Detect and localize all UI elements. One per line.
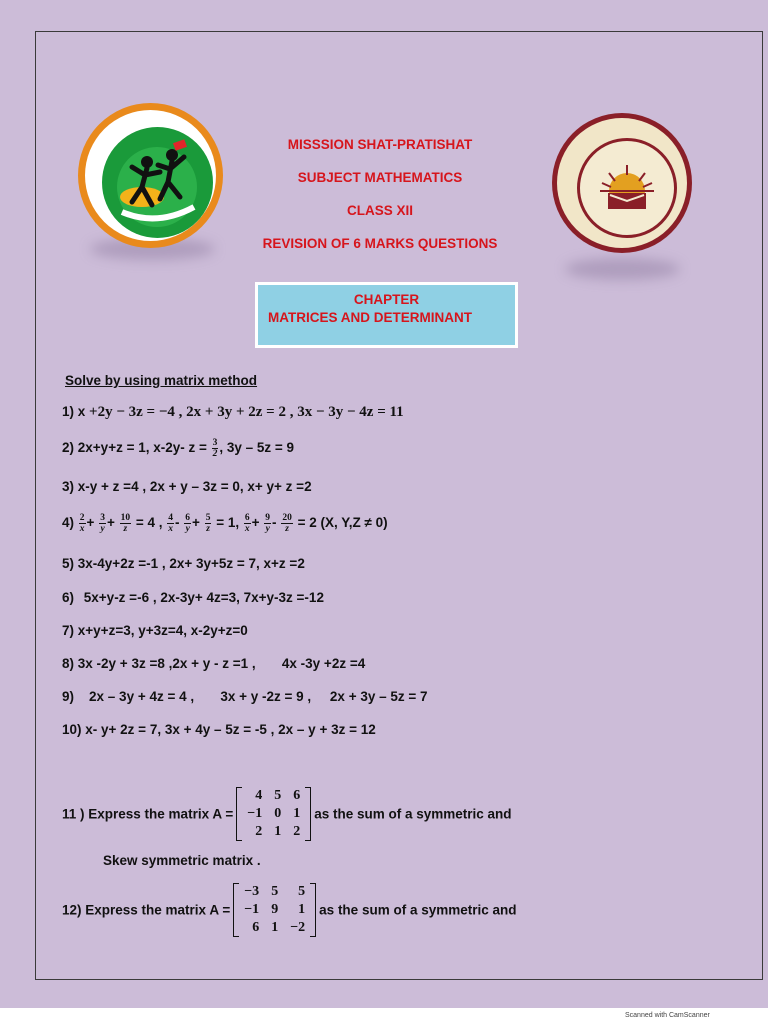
question-3: 3) x-y + z =4 , 2x + y – 3z = 0, x+ y+ z =2	[62, 479, 312, 494]
matrix-cell: 6	[293, 788, 301, 803]
matrix-cell: −2	[290, 920, 306, 935]
matrix-cell: 5	[298, 884, 306, 899]
instruction-heading: Solve by using matrix method	[65, 373, 258, 388]
fraction: $\frac{20}{z}$	[282, 513, 292, 534]
matrix-cell: 2	[293, 824, 301, 839]
matrix-cell: −1	[244, 902, 260, 917]
question-5: 5) 3x-4y+2z =-1 , 2x+ 3y+5z = 7, x+z =2	[62, 556, 305, 571]
matrix-cell: 6	[252, 920, 260, 935]
question-4: 4) $\frac{2}{x}$ + $\frac{3}{y}$ + $\frac{10}{z}$ = 4 , $\frac{4}{x}$ - $\frac{6}{y}$ + $\frac{5}{z}$ = 1, $\frac{6}{x}$ + $\frac{9}{y}$ - $\frac{20}{z}$ = 2 (X, Y,Z ≠ 0)	[62, 513, 388, 534]
chapter-label: CHAPTER	[353, 292, 420, 307]
question-12: 12) Express the matrix A = −3 5 5 −1 9 1 6 1 −2 as the sum of a symmetric and	[62, 884, 517, 935]
question-11-continuation: Skew symmetric matrix .	[103, 853, 261, 868]
matrix-cell: 1	[271, 920, 279, 935]
fraction: $\frac{3}{y}$	[100, 513, 105, 534]
revision-title: REVISION OF 6 MARKS QUESTIONS	[262, 236, 498, 251]
fraction: $\frac{10}{z}$	[120, 513, 131, 534]
fraction: $\frac{6}{y}$	[185, 513, 191, 534]
question-2: 2) 2x+y+z = 1, x-2y- z = $\frac{3}{2}$ , 3y – 5z = 9	[62, 438, 295, 459]
fraction: $\frac{5}{z}$	[205, 513, 211, 534]
mission-logo	[78, 103, 223, 248]
fraction: $\frac{9}{y}$	[265, 513, 271, 534]
matrix-cell: −3	[244, 884, 260, 899]
question-8: 8) 3x -2y + 3z =8 ,2x + y - z =1 , 4x -3y +2z =4	[62, 656, 366, 671]
matrix-row	[241, 805, 306, 823]
class-title: CLASS XII	[346, 203, 413, 218]
question-9: 9) 2x – 3y + 4z = 4 , 3x + y -2z = 9 , 2x + 3y – 5z = 7	[62, 689, 428, 704]
matrix-cell: 1	[293, 806, 301, 821]
matrix-cell: 1	[298, 902, 306, 917]
question-7: 7) x+y+z=3, y+3z=4, x-2y+z=0	[62, 623, 248, 638]
subject-title: SUBJECT MATHEMATICS	[297, 170, 463, 185]
chapter-name: MATRICES AND DETERMINANT	[268, 310, 472, 325]
matrix-cell: 9	[271, 902, 279, 917]
matrix-cell: 2	[255, 824, 263, 839]
matrix-row	[241, 787, 306, 805]
matrix-row	[238, 919, 311, 937]
scanner-watermark: Scanned with CamScanner	[625, 1012, 710, 1019]
fraction: $\frac{2}{x}$	[79, 513, 85, 534]
matrix-a	[236, 787, 311, 841]
matrix-row	[238, 901, 311, 919]
matrix-cell: 1	[274, 824, 282, 839]
question-10: 10) x- y+ 2z = 7, 3x + 4y – 5z = -5 , 2x – y + 3z = 12	[62, 722, 376, 737]
matrix-row	[238, 883, 311, 901]
sunrise-book-icon	[580, 141, 674, 235]
question-1: 1) x +2y − 3z = −4 , 2x + 3y + 2z = 2 , 3x − 3y − 4z = 11	[62, 404, 404, 420]
question-6: 6) 5x+y-z =-6 , 2x-3y+ 4z=3, 7x+y-3z =-12	[62, 590, 324, 605]
fraction: $\frac{6}{x}$	[244, 513, 250, 534]
school-education-seal	[552, 113, 692, 253]
mission-logo-emblem	[102, 127, 213, 238]
matrix-cell: 5	[271, 884, 279, 899]
matrix-cell: 5	[274, 788, 282, 803]
question-11: 11 ) Express the matrix A = 4 5 6 −1 0 1 2 1 2 as the sum of a symmetric and	[62, 788, 512, 839]
fraction: $\frac{3}{2}$	[212, 438, 218, 459]
matrix-cell: 0	[274, 806, 282, 821]
chapter-box	[255, 282, 518, 348]
matrix-a	[233, 883, 316, 937]
matrix-cell: 4	[255, 788, 263, 803]
matrix-row	[241, 823, 306, 841]
mission-title: MISSSION SHAT-PRATISHAT	[287, 137, 473, 152]
fraction: $\frac{4}{x}$	[168, 513, 174, 534]
running-children-icon	[102, 127, 213, 238]
matrix-cell: −1	[247, 806, 263, 821]
seal-shadow	[565, 258, 680, 280]
